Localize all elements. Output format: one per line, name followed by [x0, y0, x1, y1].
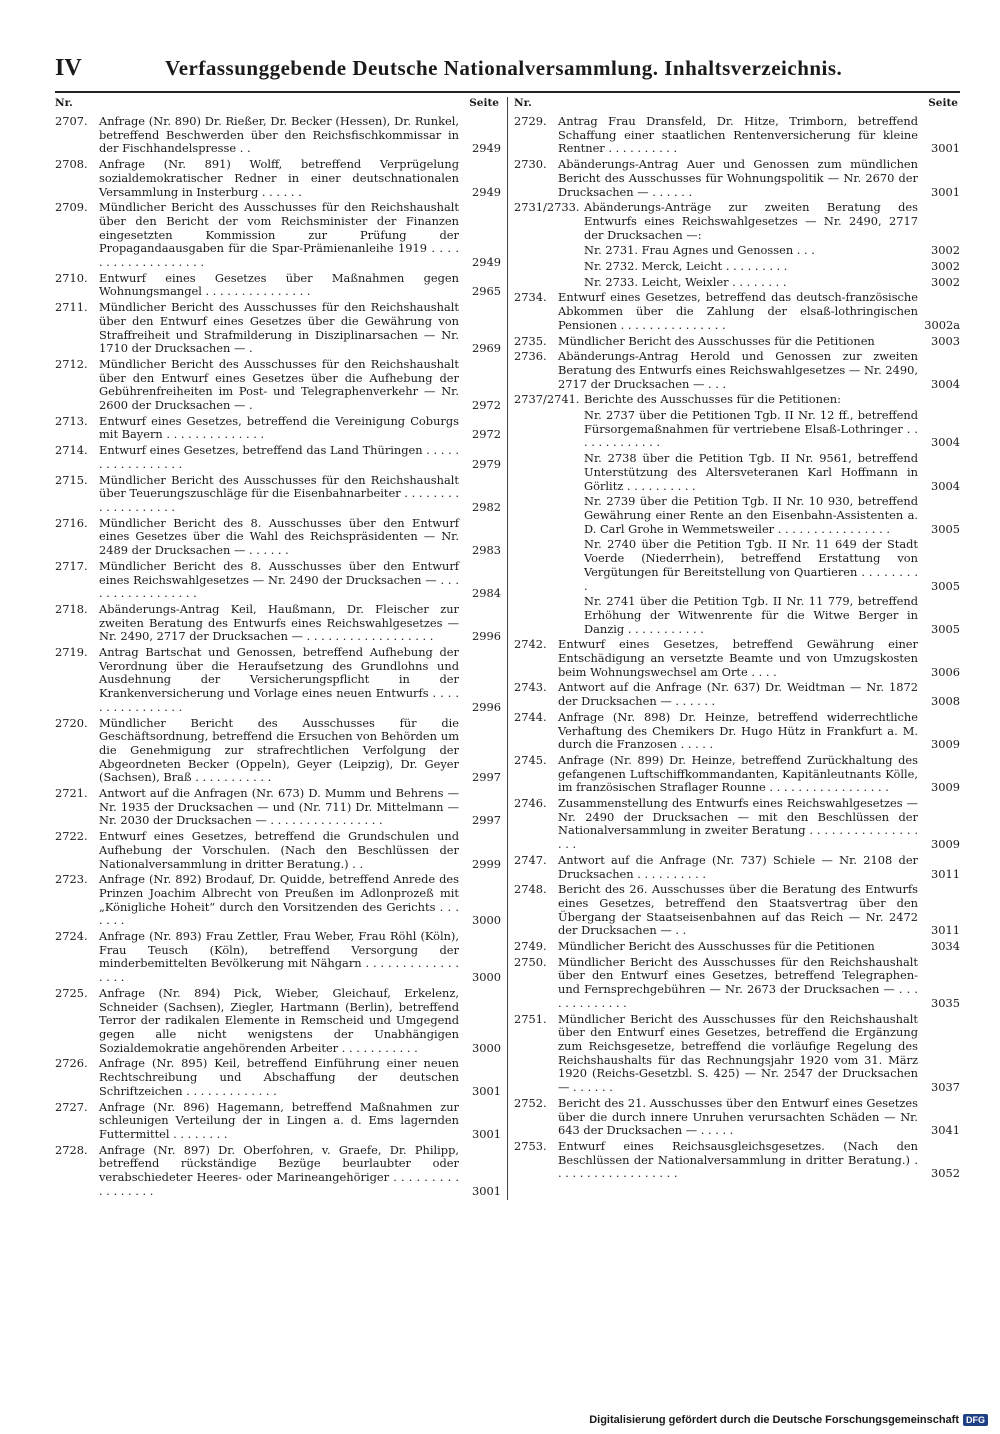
left-entry-list — [55, 115, 501, 1198]
entry-number: 2723. — [55, 872, 88, 887]
entry-page: 3005 — [931, 621, 960, 636]
entry-page: 3002 — [931, 243, 960, 258]
entry-number: 2722. — [55, 829, 88, 844]
dfg-logo: DFG — [963, 1414, 988, 1426]
entry-number: 2753. — [514, 1138, 547, 1153]
sub-entry — [514, 495, 960, 536]
entry-number: 2729. — [514, 114, 547, 128]
entry-text: Mündlicher Bericht des Ausschusses für den Reichshaushalt über den Entwurf eines Gesetzes, betreffend die Ergänzung zum Reichsgesetze, betreffend die vorläufige Regelung des Reichshaushalts für das Rechnungsjahr 1920 vom 31. März 1920 (Reichs-Gesetzbl. S. 425) — Nr. 2547 der Drucksachen — . . . . . . — [558, 1011, 918, 1095]
entry-text: Abänderungs-Antrag Auer und Genossen zum mündlichen Bericht des Ausschusses für Wohnungspolitik — Nr. 2670 der Drucksachen — . . . . . . — [558, 157, 918, 199]
entry-page: 3034 — [931, 939, 960, 954]
entry-page: 3003 — [931, 333, 960, 348]
toc-entry — [514, 335, 960, 349]
toc-entry — [55, 930, 501, 985]
toc-entry — [514, 754, 960, 795]
entry-number: 2712. — [55, 356, 88, 371]
entry-number: 2711. — [55, 300, 88, 315]
entry-text: Mündlicher Bericht des Ausschusses für den Reichshaushalt über den Entwurf eines Gesetzes, betreffend Telegraphen- und Fernsprechgebühren — Nr. 2673 der Drucksachen — . . . . . . . . . . . . . — [558, 954, 918, 1010]
entry-text: Nr. 2732. Merck, Leicht . . . . . . . . . — [584, 259, 788, 274]
entry-number: 2726. — [55, 1056, 88, 1071]
entry-text: Anfrage (Nr. 897) Dr. Oberfohren, v. Graefe, Dr. Philipp, betreffend rückständige Bezüge beurlaubter oder verabschiedeter Heeres- oder Marineangehöriger . . . . . . . . . . . . . . . . . — [99, 1142, 459, 1198]
entry-text: Bericht des 26. Ausschusses über die Beratung des Entwurfs eines Gesetzes, betreffend den Staatsvertrag über den Übergang der Staatseisenbahnen auf das Reich — Nr. 2472 der Drucksachen — . . — [558, 882, 918, 938]
sub-entry — [514, 538, 960, 593]
toc-entry — [514, 350, 960, 391]
entry-number: 2720. — [55, 715, 88, 730]
entry-number: 2747. — [514, 852, 547, 867]
entry-page: 3041 — [931, 1123, 960, 1138]
entry-text: Mündlicher Bericht des Ausschusses für den Reichshaushalt über Teuerungszuschläge für die Eisenbahnarbeiter . . . . . . . . . . . . . . . . . . . — [99, 472, 459, 514]
entry-page: 2969 — [472, 341, 501, 356]
entry-page: 2982 — [472, 499, 501, 514]
toc-entry — [55, 1101, 501, 1142]
entry-page: 2979 — [472, 456, 501, 471]
entry-text: Entwurf eines Gesetzes, betreffend Gewährung einer Entschädigung an versetzte Beamte und von Umzugskosten beim Wohnungswechsel am Orte . . . . — [558, 637, 918, 679]
page-title: Verfassunggebende Deutsche Nationalversammlung. Inhaltsverzeichnis. — [165, 56, 843, 80]
entry-page: 3000 — [472, 913, 501, 928]
entry-text: Anfrage (Nr. 893) Frau Zettler, Frau Weber, Frau Röhl (Köln), Frau Teusch (Köln), betreffend Versorgung der minderbemittelten Bevölkerung mit Nähgarn . . . . . . . . . . . . . . . . . — [99, 929, 459, 985]
entry-number: 2716. — [55, 515, 88, 530]
entry-text: Anfrage (Nr. 890) Dr. Rießer, Dr. Becker (Hessen), Dr. Runkel, betreffend Beschwerden über den Reichsfischkommissar in der Fischhandelspresse . . — [99, 114, 459, 156]
entry-number: 2731/2733. — [514, 200, 580, 215]
entry-text: Antwort auf die Anfragen (Nr. 673) D. Mumm und Behrens — Nr. 1935 der Drucksachen — und (Nr. 711) Dr. Mittelmann — Nr. 2030 der Drucksachen — . . . . . . . . . . . . . . . . — [99, 786, 459, 828]
entry-number: 2735. — [514, 333, 547, 348]
entry-page: 3052 — [931, 1166, 960, 1181]
entry-page: 2949 — [472, 255, 501, 270]
entry-number: 2742. — [514, 637, 547, 652]
entry-text: Anfrage (Nr. 894) Pick, Wieber, Gleichauf, Erkelenz, Schneider (Sachsen), Ziegler, Hartmann (Berlin), betreffend Terror der radikalen Elemente in Remscheid und Umgegend gegen alle nicht wenigstens der Unabhängigen Sozialdemokratie angehörenden Arbeiter . . . . . . . . . . . — [99, 985, 459, 1055]
column-header — [514, 97, 960, 111]
entry-text: Anfrage (Nr. 898) Dr. Heinze, betreffend widerrechtliche Verhaftung des Chemikers Dr. Hugo Hütz in Frankfurt a. M. durch die Franzosen . . . . . — [558, 709, 918, 752]
toc-entry — [55, 717, 501, 786]
toc-entry — [514, 1013, 960, 1095]
entry-page: 3005 — [931, 521, 960, 536]
entry-page: 3035 — [931, 995, 960, 1010]
entry-page: 2972 — [472, 398, 501, 413]
toc-entry — [55, 272, 501, 299]
toc-entry — [514, 797, 960, 852]
entry-page: 3037 — [931, 1080, 960, 1095]
no-label: Nr. — [514, 97, 532, 109]
entry-text: Mündlicher Bericht des Ausschusses für die Geschäftsordnung, betreffend die Ersuchen von Behörden um die Genehmigung zur strafrechtlichen Verfolgung der Abgeordneten Becker (Oppeln), Geyer (Leipzig), Dr. Geyer (Sachsen), Braß . . . . . . . . . . . — [99, 715, 459, 785]
sub-entry — [514, 276, 960, 290]
page-number: IV — [55, 55, 82, 81]
toc-entry — [55, 603, 501, 644]
entry-page: 3006 — [931, 664, 960, 679]
right-entry-list — [514, 115, 960, 1181]
entry-text: Bericht des 21. Ausschusses über den Entwurf eines Gesetzes über die durch innere Unruhen verursachten Schäden — Nr. 643 der Drucksachen — . . . . . — [558, 1095, 918, 1138]
page-label: Seite — [928, 97, 958, 109]
entry-text: Abänderungs-Antrag Keil, Haußmann, Dr. Fleischer zur zweiten Beratung des Entwurfs eines Reichswahlgesetzes — Nr. 2490, 2717 der Drucksachen — . . . . . . . . . . . . . . . . . . — [99, 601, 459, 644]
column-header — [55, 97, 501, 111]
entry-text: Entwurf eines Gesetzes über Maßnahmen gegen Wohnungsmangel . . . . . . . . . . . . . . . — [99, 270, 459, 299]
entry-number: 2744. — [514, 709, 547, 724]
entry-text: Antrag Bartschat und Genossen, betreffend Aufhebung der Verordnung über die Heraufsetzung des Grundlohns und Ausdehnung der Versicherungspflicht in der Krankenversicherung und Vorlage eines neuen Entwurfs . . . . . . . . . . . . . . . . — [99, 645, 459, 714]
entry-text: Mündlicher Bericht des Ausschusses für den Reichshaushalt über den Bericht der vom Reichsminister der Finanzen eingesetzten Kommission zur Prüfung der Propagandaausgaben für die Spar-Prämienanleihe 1919 . . . . . . . . . . . . . . . . . . . — [99, 200, 459, 270]
entry-text: Mündlicher Bericht des 8. Ausschusses über den Entwurf eines Reichswahlgesetzes — Nr. 2490 der Drucksachen — . . . . . . . . . . . . . . . . . — [99, 558, 459, 601]
entry-text: Antwort auf die Anfrage (Nr. 737) Schiele — Nr. 2108 der Drucksachen . . . . . . . . . . — [558, 852, 918, 881]
entry-page: 3004 — [931, 376, 960, 391]
footer-text: Digitalisierung gefördert durch die Deutsche Forschungsgemeinschaft — [589, 1414, 959, 1426]
entry-page: 3004 — [931, 435, 960, 450]
entry-text: Anfrage (Nr. 892) Brodauf, Dr. Quidde, betreffend Anrede des Prinzen Joachim Albrecht von Preußen im Adlonprozeß mit „Königliche Hoheit“ durch den Vorsitzenden des Gerichts . . . . . . . — [99, 872, 459, 928]
toc-entry — [55, 787, 501, 828]
entry-number: 2748. — [514, 882, 547, 897]
entry-page: 3009 — [931, 837, 960, 852]
entry-page: 2997 — [472, 770, 501, 785]
entry-page: 3001 — [931, 184, 960, 199]
entry-text: Entwurf eines Gesetzes, betreffend die Grundschulen und Aufhebung der Vorschulen. (Nach den Beschlüssen der Nationalversammlung in dritter Beratung.) . . — [99, 829, 459, 871]
entry-number: 2743. — [514, 680, 547, 695]
entry-text: Antrag Frau Dransfeld, Dr. Hitze, Trimborn, betreffend Schaffung einer staatlichen Rentenversicherung für kleine Rentner . . . . . . . . . . — [558, 114, 918, 156]
columns — [55, 97, 960, 1200]
toc-entry — [55, 646, 501, 715]
entry-text: Entwurf eines Gesetzes, betreffend das Land Thüringen . . . . . . . . . . . . . . . . . — [99, 443, 459, 471]
toc-entry — [514, 681, 960, 708]
entry-text: Antwort auf die Anfrage (Nr. 637) Dr. Weidtman — Nr. 1872 der Drucksachen — . . . . . . — [558, 680, 918, 709]
entry-page: 3004 — [931, 478, 960, 493]
entry-text: Nr. 2741 über die Petition Tgb. II Nr. 11 779, betreffend Erhöhung der Witwenrente für die Witwe Berger in Danzig . . . . . . . . . . . — [584, 594, 918, 636]
entry-page: 2972 — [472, 427, 501, 442]
entry-page: 3008 — [931, 694, 960, 709]
entry-number: 2708. — [55, 157, 88, 172]
right-column — [508, 97, 960, 1200]
page — [55, 55, 960, 1200]
footer — [589, 1414, 988, 1426]
entry-text: Entwurf eines Gesetzes, betreffend das deutsch-französische Abkommen über die Zahlung der elsaß-lothringischen Pensionen . . . . . . . . . . . . . . . — [558, 290, 918, 332]
toc-entry — [55, 987, 501, 1056]
entry-page: 3001 — [472, 1083, 501, 1098]
entry-number: 2736. — [514, 349, 547, 364]
entry-number: 2717. — [55, 558, 88, 573]
toc-entry — [514, 115, 960, 156]
entry-number: 2710. — [55, 270, 88, 285]
sub-entry — [514, 595, 960, 636]
toc-entry — [55, 444, 501, 471]
entry-text: Anfrage (Nr. 895) Keil, betreffend Einführung einer neuen Rechtschreibung und Abschaffung der deutschen Schriftzeichen . . . . . . . . . . . . . — [99, 1056, 459, 1098]
toc-entry — [514, 854, 960, 881]
entry-page: 3002 — [931, 259, 960, 274]
entry-text: Anfrage (Nr. 899) Dr. Heinze, betreffend Zurückhaltung des gefangenen Luftschiffkommandanten, Kapitänleutnants Kölle, im französischen Straflager Rounne . . . . . . . . . . . . . . . . . — [558, 752, 918, 795]
toc-entry — [514, 201, 960, 242]
entry-number: 2746. — [514, 796, 547, 811]
toc-entry — [514, 1097, 960, 1138]
entry-text: Nr. 2737 über die Petitionen Tgb. II Nr. 12 ff., betreffend Fürsorgemaßnahmen für vertriebene Elsaß-Lothringer . . . . . . . . . . . . . — [584, 408, 918, 450]
sub-entry — [514, 244, 960, 258]
entry-page: 3011 — [931, 923, 960, 938]
entry-number: 2752. — [514, 1095, 547, 1110]
entry-number: 2725. — [55, 985, 88, 1000]
entry-page: 3009 — [931, 780, 960, 795]
toc-entry — [55, 301, 501, 356]
entry-text: Berichte des Ausschusses für die Petitionen: — [584, 392, 841, 407]
toc-entry — [55, 1144, 501, 1199]
entry-number: 2715. — [55, 472, 88, 487]
entry-number: 2719. — [55, 645, 88, 660]
toc-entry — [55, 201, 501, 270]
entry-text: Nr. 2738 über die Petition Tgb. II Nr. 9561, betreffend Unterstützung des Altersveteranen Karl Hoffmann in Görlitz . . . . . . . . . . — [584, 451, 918, 493]
toc-entry — [514, 711, 960, 752]
entry-number: 2751. — [514, 1011, 547, 1026]
entry-page: 3000 — [472, 1040, 501, 1055]
entry-text: Mündlicher Bericht des Ausschusses für den Reichshaushalt über den Entwurf eines Gesetzes über die Gewährung von Straffreiheit und Strafmilderung in Disziplinarsachen — Nr. 1710 der Drucksachen — . — [99, 300, 459, 356]
toc-entry — [514, 1140, 960, 1181]
entry-page: 2997 — [472, 813, 501, 828]
toc-entry — [55, 474, 501, 515]
entry-page: 3002a — [924, 317, 960, 332]
entry-text: Anfrage (Nr. 896) Hagemann, betreffend Maßnahmen zur schleunigen Verteilung der in Lingen a. d. Ems lagernden Futtermittel . . . . . . . . — [99, 1099, 459, 1141]
no-label: Nr. — [55, 97, 73, 109]
entry-page: 3005 — [931, 578, 960, 593]
entry-page: 3000 — [472, 970, 501, 985]
entry-page: 2999 — [472, 856, 501, 871]
entry-number: 2721. — [55, 786, 88, 801]
entry-text: Anfrage (Nr. 891) Wolff, betreffend Verprügelung sozialdemokratischer Redner in einer deutschnationalen Versammlung in Insterburg . . . . . . — [99, 157, 459, 199]
toc-entry — [55, 873, 501, 928]
entry-page: 3011 — [931, 866, 960, 881]
entry-page: 2996 — [472, 699, 501, 714]
entry-number: 2749. — [514, 939, 547, 954]
toc-entry — [55, 115, 501, 156]
entry-number: 2724. — [55, 929, 88, 944]
entry-text: Entwurf eines Reichsausgleichsgesetzes. (Nach den Beschlüssen der Nationalversammlung in dritter Beratung.) . . . . . . . . . . . . . . . . . . — [558, 1138, 918, 1181]
entry-page: 2965 — [472, 284, 501, 299]
toc-entry — [55, 1057, 501, 1098]
entry-text: Zusammenstellung des Entwurfs eines Reichswahlgesetzes — Nr. 2490 der Drucksachen — mit den Beschlüssen der Nationalversammlung in zweiter Beratung . . . . . . . . . . . . . . . . . . — [558, 796, 918, 852]
entry-page: 2996 — [472, 629, 501, 644]
entry-page: 3002 — [931, 274, 960, 289]
toc-entry — [55, 158, 501, 199]
entry-page: 2984 — [472, 586, 501, 601]
entry-page: 3001 — [931, 141, 960, 156]
entry-text: Abänderungs-Antrag Herold und Genossen zur zweiten Beratung des Entwurfs eines Reichswahlgesetzes — Nr. 2490, 2717 der Drucksachen — . . . — [558, 349, 918, 391]
entry-text: Nr. 2739 über die Petition Tgb. II Nr. 10 930, betreffend Gewährung einer Rente an den Eisenbahn-Assistenten a. D. Carl Grohe in Wemmetsweiler . . . . . . . . . . . . . . . . — [584, 494, 918, 536]
sub-entry — [514, 452, 960, 493]
sub-entry — [514, 260, 960, 274]
toc-entry — [514, 291, 960, 332]
toc-entry — [55, 517, 501, 558]
entry-text: Mündlicher Bericht des Ausschusses für den Reichshaushalt über den Entwurf eines Gesetzes über die Aufhebung der Gebührenfreiheiten im Post- und Telegraphenverkehr — Nr. 2600 der Drucksachen — . — [99, 356, 459, 413]
page-label: Seite — [469, 97, 499, 109]
entry-page: 2983 — [472, 543, 501, 558]
entry-number: 2714. — [55, 443, 88, 458]
entry-text: Nr. 2731. Frau Agnes und Genossen . . . — [584, 243, 815, 258]
entry-page: 3001 — [472, 1126, 501, 1141]
toc-entry — [514, 940, 960, 954]
entry-text: Nr. 2740 über die Petition Tgb. II Nr. 11 649 der Stadt Voerde (Niederrhein), betreffend Erstattung von Vergütungen für Bereitstellung von Quartieren . . . . . . . . . — [584, 537, 918, 593]
entry-number: 2737/2741. — [514, 392, 580, 407]
toc-entry — [514, 883, 960, 938]
entry-number: 2750. — [514, 954, 547, 969]
entry-number: 2745. — [514, 752, 547, 767]
entry-page: 2949 — [472, 184, 501, 199]
entry-number: 2713. — [55, 413, 88, 428]
entry-number: 2709. — [55, 200, 88, 215]
entry-number: 2727. — [55, 1099, 88, 1114]
entry-number: 2718. — [55, 601, 88, 616]
toc-entry — [514, 956, 960, 1011]
sub-entry — [514, 409, 960, 450]
entry-text: Mündlicher Bericht des Ausschusses für die Petitionen — [558, 333, 875, 348]
entry-page: 3001 — [472, 1183, 501, 1198]
entry-text: Mündlicher Bericht des Ausschusses für die Petitionen — [558, 939, 875, 954]
entry-text: Entwurf eines Gesetzes, betreffend die Vereinigung Coburgs mit Bayern . . . . . . . . . . . . . . — [99, 413, 459, 442]
entry-page: 2949 — [472, 141, 501, 156]
entry-text: Nr. 2733. Leicht, Weixler . . . . . . . . — [584, 274, 787, 289]
entry-page: 3009 — [931, 737, 960, 752]
toc-entry — [55, 830, 501, 871]
left-column — [55, 97, 508, 1200]
toc-entry — [514, 158, 960, 199]
entry-number: 2734. — [514, 290, 547, 305]
toc-entry — [55, 358, 501, 413]
entry-text: Abänderungs-Anträge zur zweiten Beratung des Entwurfs eines Reichswahlgesetzes — Nr. 2490, 2717 der Drucksachen —: — [584, 200, 918, 242]
toc-entry — [514, 638, 960, 679]
entry-number: 2730. — [514, 157, 547, 172]
entry-number: 2728. — [55, 1142, 88, 1157]
toc-entry — [514, 393, 960, 407]
entry-number: 2707. — [55, 114, 88, 128]
entry-text: Mündlicher Bericht des 8. Ausschusses über den Entwurf eines Gesetzes über die Wahl des Reichspräsidenten — Nr. 2489 der Drucksachen — . . . . . . — [99, 515, 459, 558]
toc-entry — [55, 415, 501, 442]
page-header — [55, 55, 960, 93]
toc-entry — [55, 560, 501, 601]
